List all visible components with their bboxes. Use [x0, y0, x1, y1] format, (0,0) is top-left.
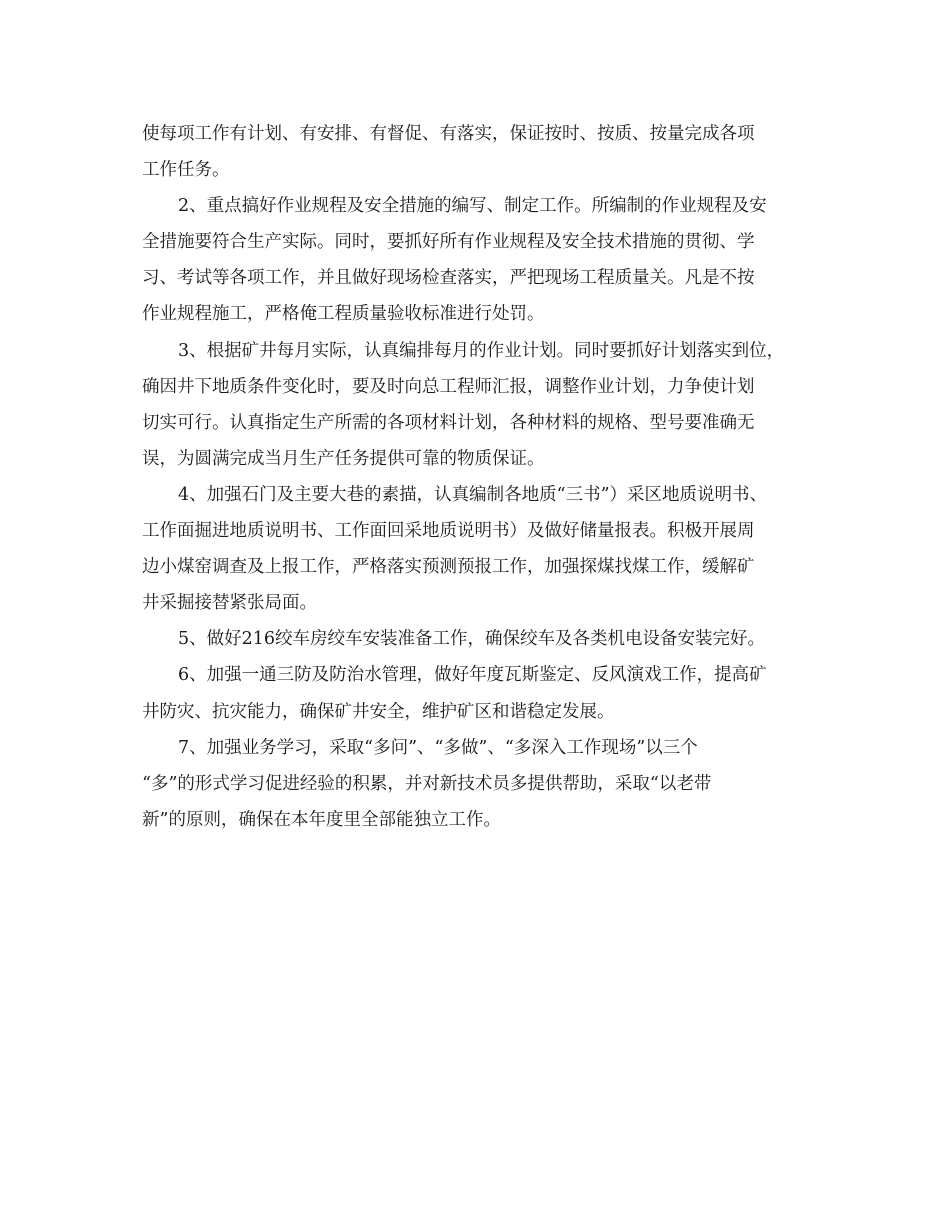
paragraph-intro [142, 116, 814, 188]
text-line: “多”的形式学习促进经验的积累，并对新技术员多提供帮助，采取“以老带 [142, 773, 712, 794]
document-body [142, 116, 814, 838]
paragraph-item-3 [142, 333, 814, 477]
text-line: 习、考试等各项工作，并且做好现场检查落实，严把现场工程质量关。凡是不按 [142, 268, 755, 289]
text-line: 3、根据矿井每月实际，认真编排每月的作业计划。同时要抓好计划落实到位， [178, 340, 785, 361]
text-line: 新”的原则，确保在本年度里全部能独立工作。 [142, 809, 501, 830]
text-line: 2、重点搞好作业规程及安全措施的编写、制定工作。所编制的作业规程及安 [178, 196, 767, 217]
paragraph-item-4 [142, 477, 814, 621]
text-line: 井防灾、抗灾能力，确保矿井安全，维护矿区和谐稳定发展。 [142, 701, 615, 722]
paragraph-item-2 [142, 188, 814, 332]
text-line: 5、做好216绞车房绞车安装准备工作，确保绞车及各类机电设备安装完好。 [178, 629, 766, 650]
text-line: 使每项工作有计划、有安排、有督促、有落实，保证按时、按质、按量完成各项 [142, 124, 755, 144]
text-line: 井采掘接替紧张局面。 [142, 593, 317, 614]
paragraph-item-7 [142, 730, 814, 838]
paragraph-item-5 [142, 621, 814, 657]
text-line: 边小煤窑调查及上报工作，严格落实预测预报工作，加强探煤找煤工作，缓解矿 [142, 557, 755, 578]
text-line: 工作面掘进地质说明书、工作面回采地质说明书）及做好储量报表。积极开展周 [142, 521, 755, 542]
paragraph-item-6 [142, 657, 814, 729]
text-line: 作业规程施工，严格俺工程质量验收标准进行处罚。 [142, 304, 545, 325]
text-line: 误，为圆满完成当月生产任务提供可靠的物质保证。 [142, 448, 545, 469]
text-line: 切实可行。认真指定生产所需的各项材料计划，各种材料的规格、型号要准确无 [142, 412, 755, 433]
text-line: 工作任务。 [142, 160, 230, 181]
text-line: 确因井下地质条件变化时，要及时向总工程师汇报，调整作业计划，力争使计划 [142, 376, 755, 397]
text-line: 7、加强业务学习，采取“多问”、“多做”、“多深入工作现场”以三个 [178, 737, 698, 758]
text-line: 6、加强一通三防及防治水管理，做好年度瓦斯鉴定、反风演戏工作，提高矿 [178, 665, 767, 686]
text-line: 4、加强石门及主要大巷的素描，认真编制各地质“三书”）采区地质说明书、 [178, 484, 768, 505]
text-line: 全措施要符合生产实际。同时，要抓好所有作业规程及安全技术措施的贯彻、学 [142, 232, 755, 253]
